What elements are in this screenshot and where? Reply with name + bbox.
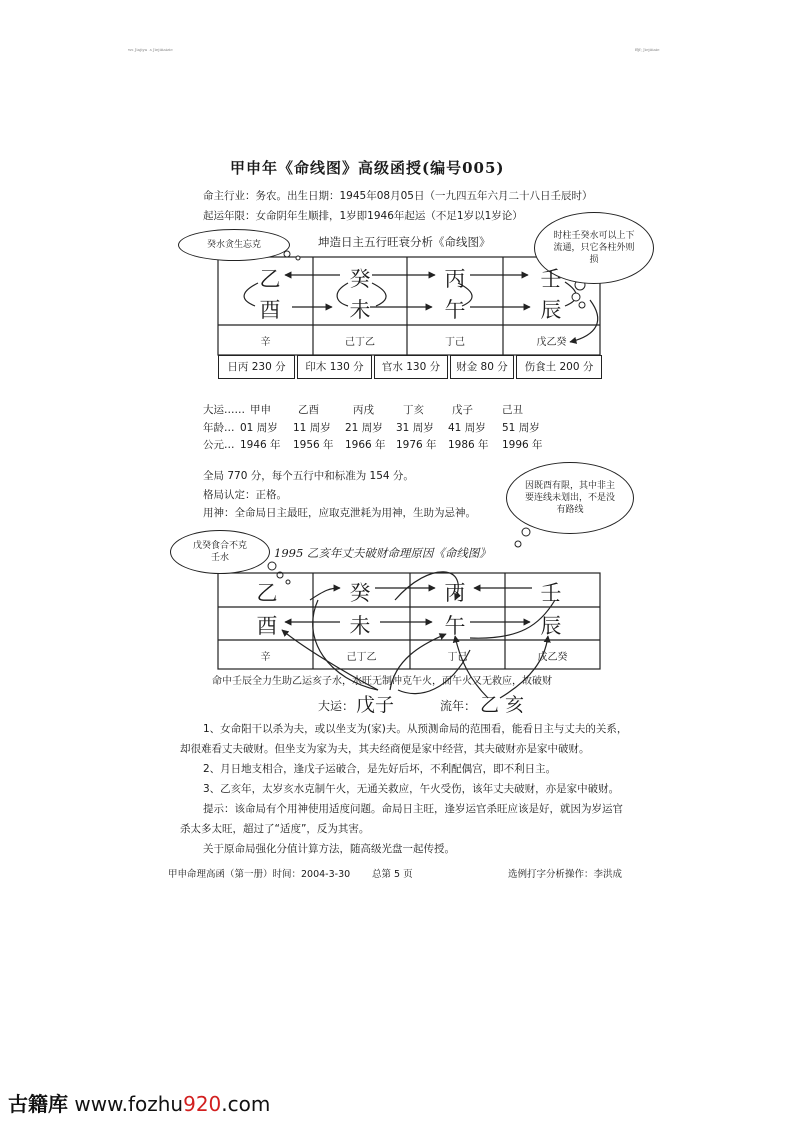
brand-url-a: www.fozhu — [74, 1092, 184, 1116]
dayun-pillar-4: 丁亥 — [403, 404, 424, 416]
age-5: 41 周岁 — [448, 422, 486, 434]
chart1-right-bubble: 时柱壬癸水可以上下流通，只它各柱外则损 — [534, 212, 654, 284]
chart2-title: 1995 乙亥年丈夫破财命理原因《命线图》 — [274, 546, 491, 560]
chart1-branch-2: 未 — [349, 298, 371, 322]
dayun-pillar-2: 乙酉 — [298, 404, 319, 416]
chart2-stem-4: 壬 — [540, 581, 562, 605]
dayun-label: 大运…… — [203, 404, 245, 416]
chart1-hidden-4: 戊乙癸 — [536, 337, 567, 348]
paragraph-3: 2、月日地支相合，逢戊子运破合，是先好后坏，不利配偶宫，即不利日主。 — [203, 763, 557, 775]
footer-left: 甲申命理高函（第一册）时间：2004-3-30 — [168, 869, 351, 880]
chart2-dayun-label: 大运： — [318, 699, 355, 713]
chart1-stem-4: 壬 — [540, 267, 562, 291]
mid-right-bubble: 因既酉有限，其中非主要连线未划出，不是没有路线 — [506, 462, 634, 534]
dayun-pillar-6: 己丑 — [502, 404, 523, 416]
footer-page: 总第 5 页 — [372, 869, 413, 880]
age-2: 11 周岁 — [293, 422, 331, 434]
age-3: 21 周岁 — [345, 422, 383, 434]
score-yin: 印木 130 分 — [297, 355, 372, 379]
score-cai: 财金 80 分 — [450, 355, 514, 379]
chart1-branch-4: 辰 — [540, 298, 562, 322]
site-brand — [8, 1088, 270, 1117]
chart2-stem-2: 癸 — [349, 581, 371, 605]
page-title: 甲申年《命线图》高级函授(编号005) — [230, 159, 505, 177]
summary-total: 全局 770 分，每个五行中和标准为 154 分。 — [203, 470, 414, 482]
chart2-liunian-value: 乙 亥 — [480, 694, 525, 716]
year-label: 公元… — [203, 439, 235, 451]
chart2-hidden-3: 丁己 — [447, 652, 468, 663]
chart2-dayun-value: 戊子 — [356, 694, 395, 716]
info-line-2: 起运年限：女命阴年生顺排，1岁即1946年起运（不足1岁以1岁论） — [203, 210, 523, 222]
chart2-hidden-1: 辛 — [260, 652, 271, 663]
score-day: 日丙 230 分 — [218, 355, 295, 379]
paragraph-6: 杀太多太旺，超过了“适度”，反为其害。 — [180, 823, 370, 835]
summary-pattern: 格局认定：正格。 — [203, 489, 287, 501]
chart1-branch-1: 酉 — [259, 298, 281, 322]
info-line-1: 命主行业：务农。出生日期：1945年08月05日（一九四五年六月二十八日壬辰时） — [203, 190, 593, 202]
chart1-title: 坤造日主五行旺衰分析《命线图》 — [318, 235, 491, 249]
brand-url-c: .com — [221, 1092, 271, 1116]
dayun-pillar-3: 丙戌 — [353, 404, 374, 416]
chart1-stem-1: 乙 — [259, 267, 281, 291]
dayun-pillar-5: 戊子 — [452, 404, 473, 416]
chart2-stem-3: 丙 — [444, 581, 466, 605]
chart2-stem-1: 乙 — [256, 581, 278, 605]
year-3: 1966 年 — [345, 439, 386, 451]
brand-chinese: 古籍库 — [8, 1092, 68, 1116]
paragraph-2: 却很难看丈夫破财。但坐支为家为夫，其夫经商便是家中经营，其夫破财亦是家中破财。 — [180, 743, 590, 755]
year-5: 1986 年 — [448, 439, 489, 451]
paragraph-5: 提示：该命局有个用神使用适度问题。命局日主旺，逢岁运官杀旺应该是好，就因为岁运官 — [203, 803, 623, 815]
paragraph-7: 关于原命局强化分值计算方法，随高级光盘一起传授。 — [203, 843, 455, 855]
chart1-hidden-2: 己丁乙 — [345, 337, 375, 348]
chart1-stem-2: 癸 — [349, 267, 371, 291]
year-6: 1996 年 — [502, 439, 543, 451]
footer-right: 选例打字分析操作：李洪成 — [508, 869, 623, 880]
chart1-hidden-1: 辛 — [260, 337, 271, 348]
age-4: 31 周岁 — [396, 422, 434, 434]
chart1-hidden-3: 丁己 — [445, 337, 465, 348]
chart2-branch-3: 午 — [444, 614, 466, 638]
chart2-hidden-4: 戊乙癸 — [537, 652, 568, 663]
header-left-text: ws Jiajiya .s Jiejiiiaizie — [128, 47, 173, 52]
score-shang: 伤食土 200 分 — [516, 355, 602, 379]
year-4: 1976 年 — [396, 439, 437, 451]
brand-url-b: 920 — [183, 1092, 222, 1116]
paragraph-1: 1、女命阳干以杀为夫，或以坐支为(家)夫。从预测命局的范围看，能看日主与丈夫的关系， — [203, 723, 628, 735]
chart2-left-bubble: 戊癸食合不克壬水 — [170, 530, 270, 574]
chart2-branch-1: 酉 — [256, 614, 278, 638]
chart2-liunian-label: 流年： — [440, 699, 477, 713]
age-6: 51 周岁 — [502, 422, 540, 434]
chart2-branch-2: 未 — [349, 614, 371, 638]
age-label: 年龄… — [203, 422, 235, 434]
dayun-pillar-1: 甲申 — [250, 404, 271, 416]
age-1: 01 周岁 — [240, 422, 278, 434]
chart2-hidden-2: 己丁乙 — [346, 652, 377, 663]
score-guan: 官水 130 分 — [374, 355, 448, 379]
chart2-branch-4: 辰 — [540, 614, 562, 638]
chart2-note: 命中壬辰全力生助乙运亥子水，水旺无制冲克午火，而午火又无救应，故破财 — [212, 676, 552, 687]
year-1: 1946 年 — [240, 439, 281, 451]
chart1-left-bubble: 癸水贪生忘克 — [178, 229, 290, 261]
paragraph-4: 3、乙亥年，太岁亥水克制午火，无通关救应，午火受伤，该年丈夫破财，亦是家中破财。 — [203, 783, 620, 795]
year-2: 1956 年 — [293, 439, 334, 451]
summary-yongshen: 用神：全命局日主最旺，应取克泄耗为用神，生助为忌神。 — [203, 507, 476, 519]
header-right-text: ffjf; Jiejiiiaie — [635, 47, 660, 52]
chart1-branch-3: 午 — [444, 298, 466, 322]
chart1-stem-3: 丙 — [444, 267, 466, 291]
